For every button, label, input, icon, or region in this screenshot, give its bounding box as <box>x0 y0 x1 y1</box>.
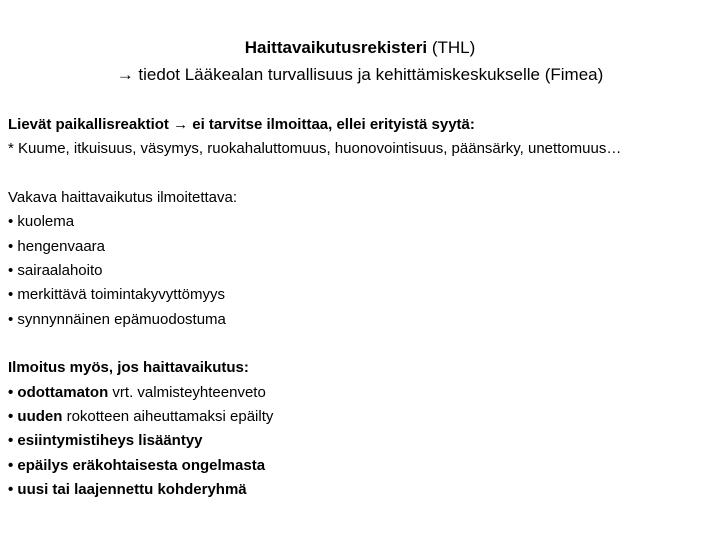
local-symptoms: * Kuume, itkuisuus, väsymys, ruokahaluttomuus, huonovointisuus, päänsärky, unettomuus… <box>8 140 622 158</box>
arrow-right-icon: → <box>116 65 134 84</box>
list-item <box>8 454 708 478</box>
title-registry: Haittavaikutusrekisteri <box>244 38 428 57</box>
item-text: rokotteen aiheuttamaksi epäilty <box>62 408 274 426</box>
slide-title <box>0 34 720 88</box>
list-item <box>8 429 708 453</box>
serious-section <box>8 186 708 332</box>
item-bold: • odottamaton <box>8 383 109 401</box>
item-bold: • epäilys eräkohtaisesta ongelmasta <box>8 456 266 474</box>
list-item: • kuolema <box>8 213 75 231</box>
local-reactions-section <box>8 113 708 162</box>
title-line-1 <box>0 34 720 61</box>
spacer <box>8 162 708 186</box>
title-fimea: tiedot Lääkealan turvallisuus ja kehittämiskeskukselle (Fimea) <box>133 65 604 84</box>
also-report-section <box>8 356 708 502</box>
list-item: • merkittävä toimintakyvyttömyys <box>8 286 225 304</box>
title-line-2 <box>0 61 720 88</box>
local-heading-text: Lievät paikallisreaktiot <box>8 116 169 133</box>
item-bold: • esiintymistiheys lisääntyy <box>8 432 203 450</box>
also-report-heading: Ilmoitus myös, jos haittavaikutus: <box>8 359 249 377</box>
item-bold: • uusi tai laajennettu kohderyhmä <box>8 481 247 499</box>
slide-body <box>8 113 708 503</box>
list-item <box>8 405 708 429</box>
list-item: • sairaalahoito <box>8 262 103 280</box>
list-item <box>8 381 708 405</box>
serious-heading: Vakava haittavaikutus ilmoitettava: <box>8 188 238 206</box>
arrow-right-icon: → <box>173 116 189 133</box>
list-item <box>8 478 708 502</box>
local-heading-tail: ei tarvitse ilmoittaa, ellei erityistä syytä: <box>188 116 475 133</box>
list-item: • hengenvaara <box>8 237 105 255</box>
list-item: • synnynnäinen epämuodostuma <box>8 310 226 328</box>
item-bold: • uuden <box>8 408 63 426</box>
item-text: vrt. valmisteyhteenveto <box>108 383 266 401</box>
title-thl: (THL) <box>427 38 476 57</box>
local-reactions-heading <box>8 113 708 137</box>
spacer <box>8 332 708 356</box>
